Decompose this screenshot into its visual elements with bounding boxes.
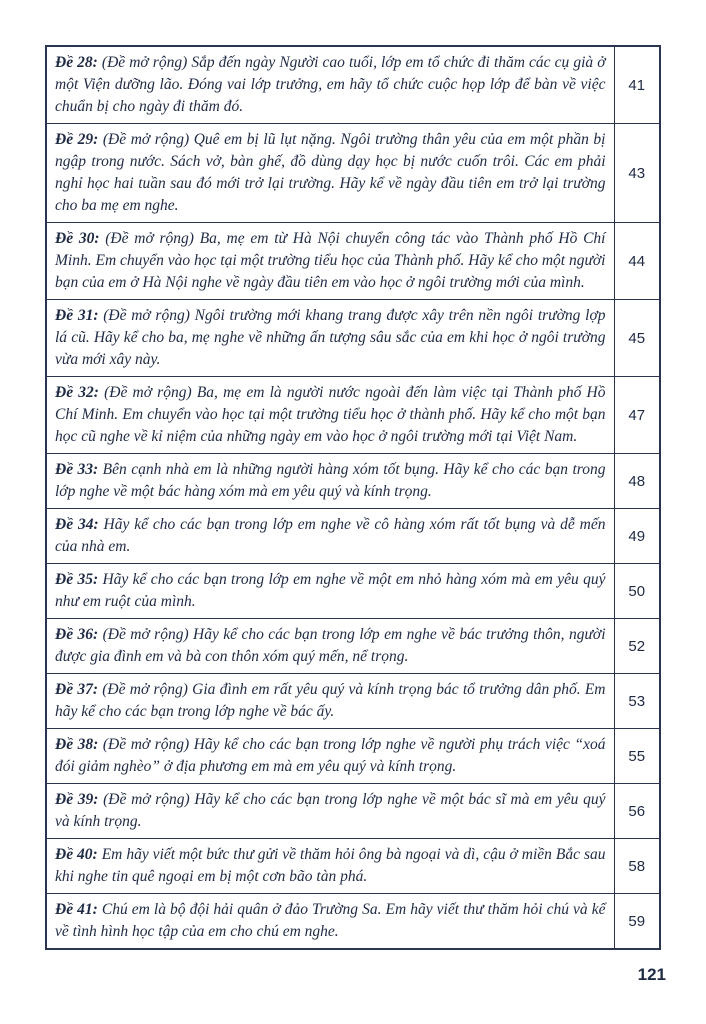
- entry-row: [46, 509, 660, 564]
- entry-row: [46, 619, 660, 674]
- entry-label: Đề 41:: [55, 901, 98, 918]
- entry-text: (Đề mở rộng) Hãy kể cho các bạn trong lớp nghe về một bác sĩ mà em yêu quý và kính trọng.: [55, 791, 606, 830]
- entry-row: [46, 454, 660, 509]
- entry-label: Đề 35:: [55, 571, 99, 588]
- entry-row: [46, 377, 660, 454]
- entry-row: [46, 729, 660, 784]
- entry-label: Đề 38:: [55, 736, 99, 753]
- entry-label: Đề 39:: [55, 791, 99, 808]
- entry-label: Đề 32:: [55, 384, 99, 401]
- entry-text: (Đề mở rộng) Gia đình em rất yêu quý và kính trọng bác tổ trưởng dân phố. Em hãy kể cho các bạn trong lớp nghe về bác ấy.: [55, 681, 606, 720]
- entry-label: Đề 36:: [55, 626, 99, 643]
- entry-row: [46, 223, 660, 300]
- entry-page: 45: [614, 300, 660, 377]
- entry-label: Đề 28:: [55, 54, 98, 71]
- entry-row: [46, 564, 660, 619]
- entry-text: Chú em là bộ đội hải quân ở đảo Trường Sa. Em hãy viết thư thăm hỏi chú và kể về tình hình học tập của em cho chú em nghe.: [55, 901, 606, 940]
- entry-text: (Đề mở rộng) Ba, mẹ em từ Hà Nội chuyển công tác vào Thành phố Hồ Chí Minh. Em chuyển vào học tại một trường tiểu học của Thành phố. Hãy kể cho một người bạn của em ở Hà Nội nghe về ngày đầu tiên em vào học ở ngôi trường mới của mình.: [55, 230, 606, 291]
- entry-text: (Đề mở rộng) Hãy kể cho các bạn trong lớp em nghe về bác trưởng thôn, người được gia đình em và bà con thôn xóm quý mến, nể trọng.: [55, 626, 606, 665]
- entry-text: Hãy kể cho các bạn trong lớp em nghe về một em nhỏ hàng xóm mà em yêu quý như em ruột của mình.: [55, 571, 606, 610]
- entry-text: (Đề mở rộng) Hãy kể cho các bạn trong lớp nghe về người phụ trách việc “xoá đói giảm nghèo” ở địa phương em mà em yêu quý và kính trọng.: [55, 736, 606, 775]
- entry-label: Đề 37:: [55, 681, 98, 698]
- entry-page: 52: [614, 619, 660, 674]
- entry-row: [46, 674, 660, 729]
- entry-page: 41: [614, 46, 660, 124]
- entry-label: Đề 30:: [55, 230, 100, 247]
- entry-row: [46, 784, 660, 839]
- entry-row: [46, 124, 660, 223]
- entry-text: (Đề mở rộng) Sắp đến ngày Người cao tuổi, lớp em tổ chức đi thăm các cụ già ở một Viện dưỡng lão. Đóng vai lớp trưởng, em hãy tổ chức cuộc họp lớp để bàn về việc chuẩn bị cho ngày đi thăm đó.: [55, 54, 606, 115]
- entry-page: 55: [614, 729, 660, 784]
- entry-row: [46, 300, 660, 377]
- entry-page: 44: [614, 223, 660, 300]
- entry-page: 59: [614, 894, 660, 950]
- entry-page: 58: [614, 839, 660, 894]
- entry-page: 49: [614, 509, 660, 564]
- entry-row: [46, 894, 660, 950]
- entry-text: Hãy kể cho các bạn trong lớp em nghe về cô hàng xóm rất tốt bụng và dễ mến của nhà em.: [55, 516, 606, 555]
- entry-text: Em hãy viết một bức thư gửi về thăm hỏi ông bà ngoại và dì, cậu ở miền Bắc sau khi nghe tin quê ngoại em bị một cơn bão tàn phá.: [55, 846, 606, 885]
- entry-label: Đề 34:: [55, 516, 99, 533]
- entry-text: (Đề mở rộng) Quê em bị lũ lụt nặng. Ngôi trường thân yêu của em một phần bị ngập trong nước. Sách vở, bàn ghế, đồ dùng dạy học bị nước cuốn trôi. Các em phải nghỉ học hai tuần sau đó mới trở lại trường. Hãy kể về ngày đầu tiên em trở lại trường cho ba mẹ em nghe.: [55, 131, 606, 214]
- entry-row: [46, 46, 660, 124]
- entry-label: Đề 40:: [55, 846, 98, 863]
- entry-page: 53: [614, 674, 660, 729]
- entry-text: Bên cạnh nhà em là những người hàng xóm tốt bụng. Hãy kể cho các bạn trong lớp nghe về một bác hàng xóm mà em yêu quý và kính trọng.: [55, 461, 606, 500]
- entry-label: Đề 31:: [55, 307, 99, 324]
- entry-page: 56: [614, 784, 660, 839]
- entry-page: 48: [614, 454, 660, 509]
- entry-label: Đề 29:: [55, 131, 99, 148]
- entry-page: 43: [614, 124, 660, 223]
- entry-text: (Đề mở rộng) Ngôi trường mới khang trang được xây trên nền ngôi trường lợp lá cũ. Hãy kể cho ba, mẹ nghe về những ấn tượng sâu sắc của em khi học ở ngôi trường vừa mới xây này.: [55, 307, 606, 368]
- entry-label: Đề 33:: [55, 461, 99, 478]
- entry-page: 50: [614, 564, 660, 619]
- page-number: 121: [637, 965, 666, 984]
- entry-text: (Đề mở rộng) Ba, mẹ em là người nước ngoài đến làm việc tại Thành phố Hồ Chí Minh. Em chuyển vào học tại một trường tiểu học ở thành phố. Hãy kể cho một bạn học cũ nghe về kỉ niệm của những ngày em vào học ở ngôi trường mới tại Việt Nam.: [55, 384, 606, 445]
- entry-page: 47: [614, 377, 660, 454]
- entry-row: [46, 839, 660, 894]
- contents-table: [45, 45, 661, 950]
